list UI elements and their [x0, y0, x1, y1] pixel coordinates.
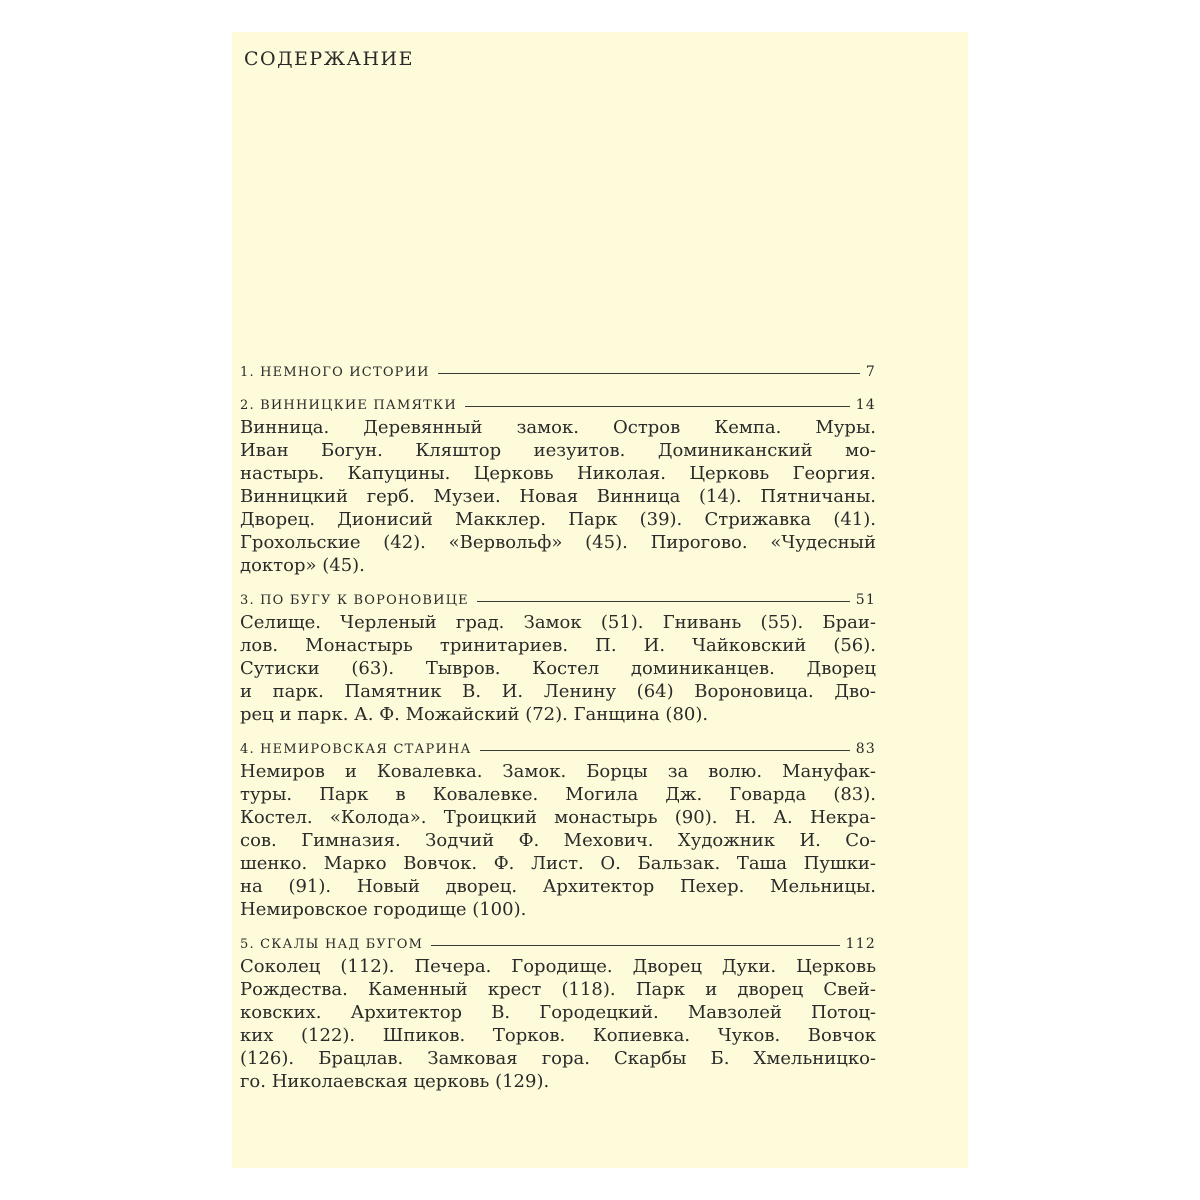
book-page — [232, 32, 968, 1168]
toc-entry-title: 1. НЕМНОГО ИСТОРИИ — [240, 365, 430, 380]
description-line: туры. Парк в Ковалевке. Могила Дж. Говарда (83). — [240, 784, 876, 805]
toc-entry-title: 2. ВИННИЦКИЕ ПАМЯТКИ — [240, 398, 457, 413]
description-line: Костел. «Колода». Троицкий монастырь (90). Н. А. Некра- — [240, 807, 876, 828]
toc-entry-page-number: 7 — [865, 364, 876, 380]
description-line: настырь. Капуцины. Церковь Николая. Церковь Георгия. — [240, 463, 876, 484]
toc-entry-title: 3. ПО БУГУ К ВОРОНОВИЦЕ — [240, 593, 469, 608]
description-line: рец и парк. А. Ф. Можайский (72). Ганщина (80). — [240, 704, 709, 725]
toc-entry-title: 5. СКАЛЫ НАД БУГОМ — [240, 937, 424, 952]
description-line: сов. Гимназия. Зодчий Ф. Мехович. Художник И. Со- — [240, 830, 876, 851]
page-heading: СОДЕРЖАНИЕ — [244, 48, 414, 70]
description-line: Иван Богун. Кляштор иезуитов. Доминиканский мо- — [240, 440, 876, 461]
toc-entry-2 — [240, 395, 876, 577]
description-line: Сутиски (63). Тывров. Костел доминиканцев. Дворец — [240, 658, 876, 679]
toc-entry-header — [240, 395, 876, 415]
description-line: Дворец. Дионисий Макклер. Парк (39). Стрижавка (41). — [240, 509, 876, 530]
description-line: Соколец (112). Печера. Городище. Дворец Дуки. Церковь — [240, 956, 876, 977]
toc-entry-description — [240, 955, 876, 1093]
toc-entry-header — [240, 590, 876, 610]
toc-entry-page-number: 83 — [855, 741, 876, 757]
toc-entry-page-number: 14 — [855, 397, 876, 413]
toc-entry-3 — [240, 590, 876, 726]
description-line: шенко. Марко Вовчок. Ф. Лист. О. Бальзак. Таша Пушки- — [240, 853, 876, 874]
dot-leader — [431, 945, 840, 946]
description-line: (126). Брацлав. Замковая гора. Скарбы Б. Хмельницко- — [240, 1048, 876, 1069]
description-line: Немировское городище (100). — [240, 899, 527, 920]
table-of-contents — [240, 362, 876, 1106]
description-line: Рождества. Каменный крест (118). Парк и дворец Свей- — [240, 979, 876, 1000]
description-line: Грохольские (42). «Вервольф» (45). Пирогово. «Чудесный — [240, 532, 876, 553]
dot-leader — [480, 750, 850, 751]
toc-entry-description — [240, 611, 876, 726]
description-line: и парк. Памятник В. И. Ленину (64) Вороновица. Дво- — [240, 681, 876, 702]
description-line: доктор» (45). — [240, 555, 365, 576]
toc-entry-description — [240, 416, 876, 577]
dot-leader — [438, 373, 860, 374]
description-line: Винницкий герб. Музеи. Новая Винница (14). Пятничаны. — [240, 486, 876, 507]
toc-entry-page-number: 112 — [845, 936, 876, 952]
toc-entry-title: 4. НЕМИРОВСКАЯ СТАРИНА — [240, 742, 472, 757]
toc-entry-1 — [240, 362, 876, 382]
dot-leader — [477, 601, 850, 602]
toc-entry-description — [240, 760, 876, 921]
toc-entry-header — [240, 362, 876, 382]
toc-entry-4 — [240, 739, 876, 921]
toc-entry-header — [240, 934, 876, 954]
description-line: лов. Монастырь тринитариев. П. И. Чайковский (56). — [240, 635, 876, 656]
description-line: на (91). Новый дворец. Архитектор Пехер. Мельницы. — [240, 876, 876, 897]
toc-entry-page-number: 51 — [855, 592, 876, 608]
toc-entry-header — [240, 739, 876, 759]
description-line: Немиров и Ковалевка. Замок. Борцы за волю. Мануфак- — [240, 761, 876, 782]
description-line: Винница. Деревянный замок. Остров Кемпа. Муры. — [240, 417, 876, 438]
description-line: го. Николаевская церковь (129). — [240, 1071, 550, 1092]
dot-leader — [465, 406, 850, 407]
description-line: Селище. Черленый град. Замок (51). Гнивань (55). Браи- — [240, 612, 876, 633]
toc-entry-5 — [240, 934, 876, 1093]
description-line: ковских. Архитектор В. Городецкий. Мавзолей Потоц- — [240, 1002, 876, 1023]
description-line: ких (122). Шпиков. Торков. Копиевка. Чуков. Вовчок — [240, 1025, 876, 1046]
